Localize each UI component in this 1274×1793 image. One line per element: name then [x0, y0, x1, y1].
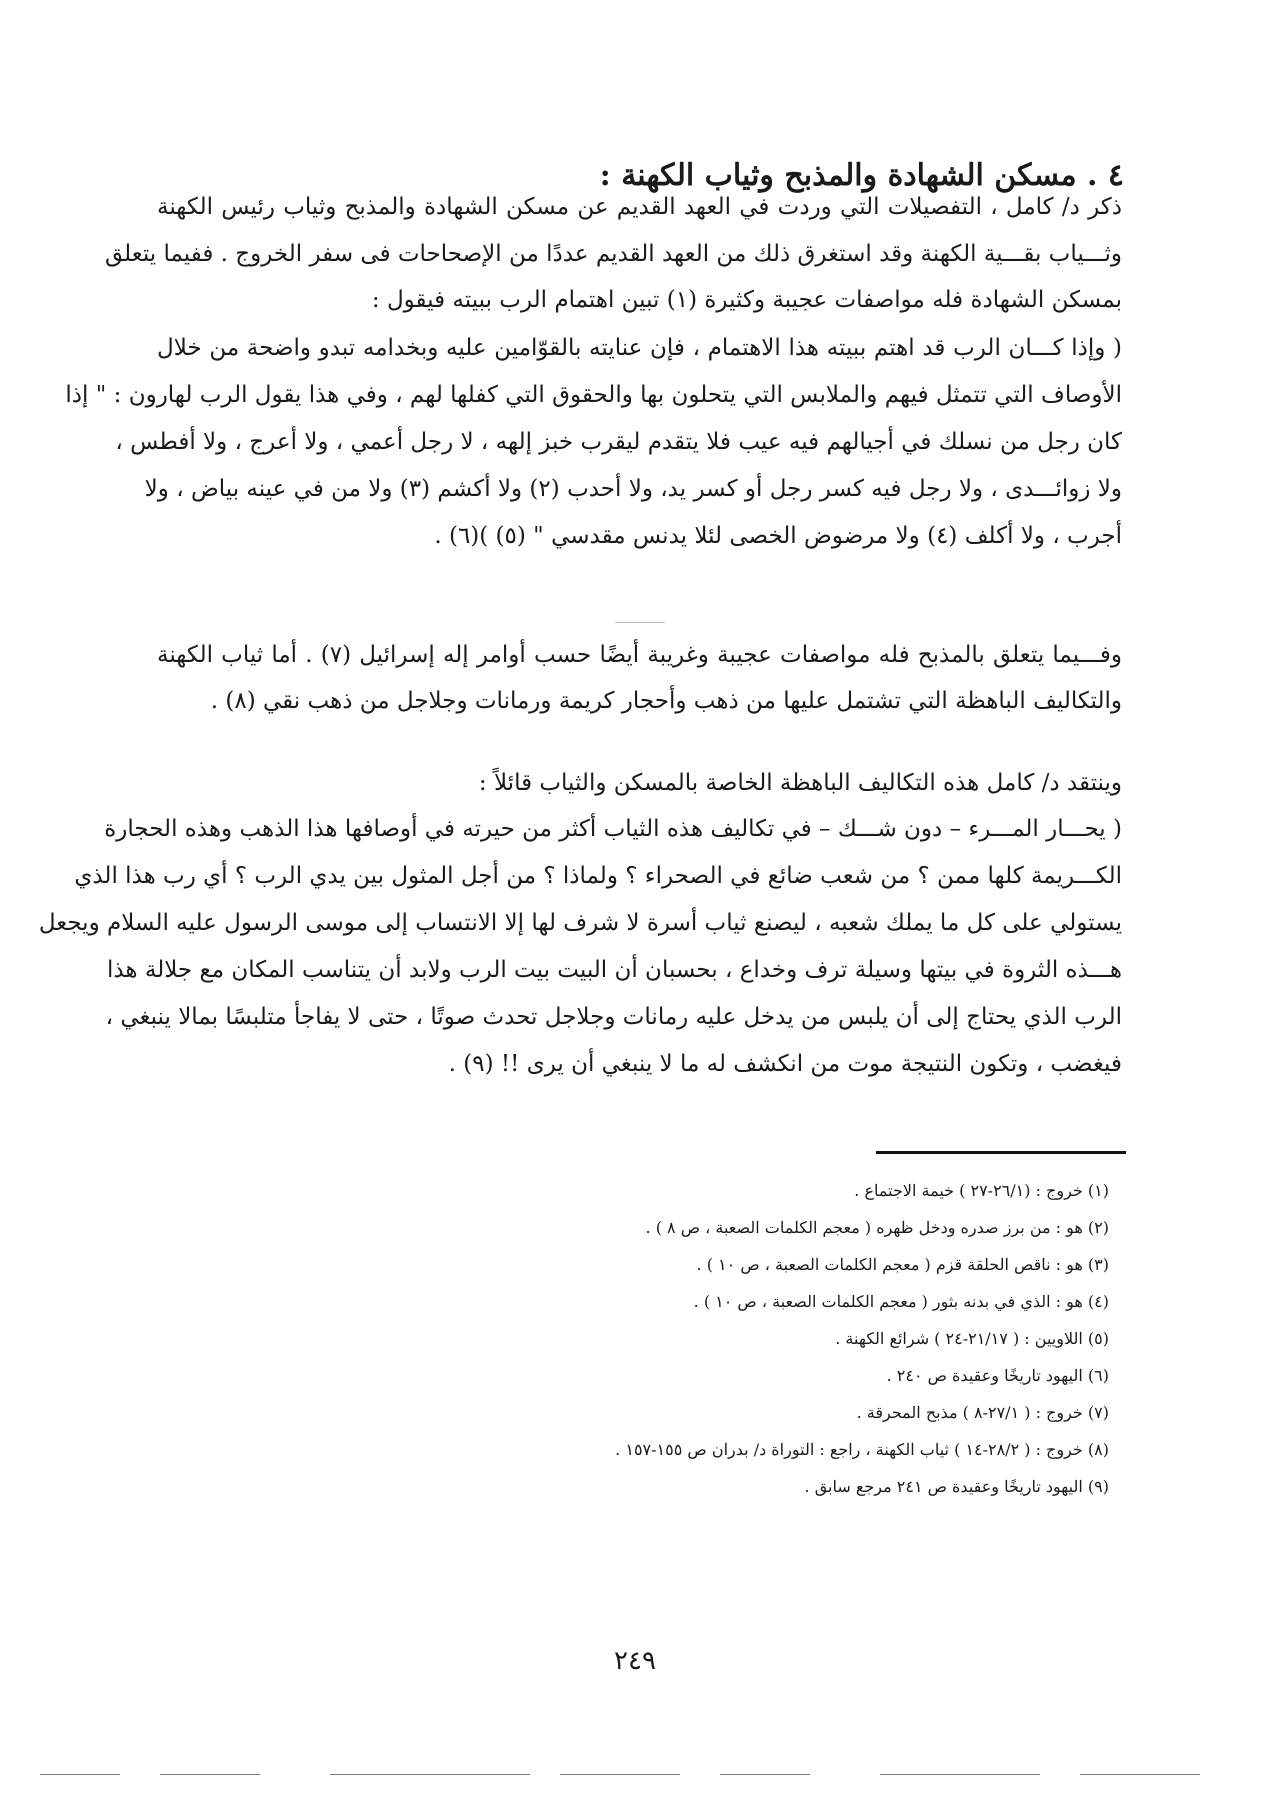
paragraph-line: وثـــياب بقـــية الكهنة وقد استغرق ذلك من العهد القديم عددًا من الإصحاحات فى سفر الخروج . ففيما يتعلق — [104, 241, 1122, 267]
footnote: (٦) اليهود تاريخًا وعقيدة ص ٢٤٠ . — [886, 1366, 1109, 1385]
footnote: (٤) هو : الذي في بدنه بثور ( معجم الكلمات الصعبة ، ص ١٠ ) . — [693, 1292, 1109, 1311]
paragraph-line: ذكر د/ كامل ، التفصيلات التي وردت في العهد القديم عن مسكن الشهادة والمذبح وثياب رئيس الكهنة — [157, 194, 1122, 220]
quote-line: يستولي على كل ما يملك شعبه ، ليصنع ثياب أسرة لا شرف لها إلا الانتساب إلى موسى الرسول عليه السلام ويجعل — [38, 910, 1122, 936]
quote-line: كان رجل من نسلك في أجيالهم فيه عيب فلا يتقدم ليقرب خبز إلهه ، لا رجل أعمي ، ولا أعرج ، ولا أفطس ، — [115, 429, 1122, 455]
quote-line: ( وإذا كـــان الرب قد اهتم ببيته هذا الاهتمام ، فإن عنايته بالقوّامين عليه وبخدامه تبدو واضحة من خلال — [157, 335, 1122, 361]
paragraph-line: وفـــيما يتعلق بالمذبح فله مواصفات عجيبة وغريبة أيضًا حسب أوامر إله إسرائيل (٧) . أما ثياب الكهنة — [157, 642, 1122, 668]
page-number: ٢٤٩ — [614, 1646, 656, 1676]
footnote-rule — [876, 1151, 1126, 1154]
footnote: (٢) هو : من برز صدره ودخل ظهره ( معجم الكلمات الصعبة ، ص ٨ ) . — [645, 1218, 1109, 1237]
footnote: (٨) خروج : ( ٢٨/٢-١٤ ) ثياب الكهنة ، راجع : التوراة د/ بدران ص ١٥٥-١٥٧ . — [615, 1440, 1109, 1459]
quote-line: الرب الذي يحتاج إلى أن يلبس من يدخل عليه رمانات وجلاجل تحدث صوتًا ، حتى لا يفاجأ متلبسًا بمالا ينبغي ، — [105, 1004, 1122, 1030]
scan-edge-line — [40, 1774, 120, 1775]
quote-line: ( يحـــار المـــرء – دون شـــك – في تكاليف هذه الثياب أكثر من حيرته في أوصافها هذا الذهب وهذه الحجارة — [104, 816, 1122, 842]
quote-line: فيغضب ، وتكون النتيجة موت من انكشف له ما لا ينبغي أن يرى !! (٩) . — [448, 1051, 1122, 1077]
scan-edge-line — [880, 1774, 1040, 1775]
quote-line: الكـــريمة كلها ممن ؟ من شعب ضائع في الصحراء ؟ ولماذا ؟ من أجل المثول بين يدي الرب ؟ أي رب هذا الذي — [74, 863, 1122, 889]
scan-edge-line — [560, 1774, 680, 1775]
quote-line: الأوصاف التي تتمثل فيهم والملابس التي يتحلون بها والحقوق التي كفلها لهم ، وفي هذا يقول الرب لهارون : " إذا — [65, 382, 1122, 408]
scan-edge-line — [160, 1774, 260, 1775]
quote-line: أجرب ، ولا أكلف (٤) ولا مرضوض الخصى لئلا يدنس مقدسي " (٥) )(٦) . — [434, 523, 1122, 549]
footnote: (٣) هو : ناقص الحلقة قزم ( معجم الكلمات الصعبة ، ص ١٠ ) . — [696, 1255, 1109, 1274]
scan-edge-line — [330, 1774, 530, 1775]
footnote: (٥) اللاويين : ( ٢١/١٧-٢٤ ) شرائع الكهنة . — [835, 1329, 1109, 1348]
quote-line: هـــذه الثروة في بيتها وسيلة ترف وخداع ، بحسبان أن البيت بيت الرب ولابد أن يتناسب المكان مع جلالة هذا — [106, 957, 1122, 983]
quote-line: ولا زوائـــدى ، ولا رجل فيه كسر رجل أو كسر يد، ولا أحدب (٢) ولا أكشم (٣) ولا من في عينه بياض ، ولا — [144, 476, 1122, 502]
scan-edge-line — [720, 1774, 810, 1775]
paragraph-line: بمسكن الشهادة فله مواصفات عجيبة وكثيرة (١) تبين اهتمام الرب ببيته فيقول : — [371, 287, 1122, 313]
footnote: (٧) خروج : ( ٢٧/١-٨ ) مذبح المحرقة . — [856, 1403, 1109, 1422]
scan-edge-line — [1080, 1774, 1200, 1775]
footnote: (١) خروج : (٢٦/١-٢٧ ) خيمة الاجتماع . — [854, 1181, 1109, 1200]
paragraph-line: والتكاليف الباهظة التي تشتمل عليها من ذهب وأحجار كريمة ورمانات وجلاجل من ذهب نقي (٨) . — [210, 688, 1122, 714]
footnote: (٩) اليهود تاريخًا وعقيدة ص ٢٤١ مرجع سابق . — [804, 1477, 1109, 1496]
separator — [615, 622, 665, 623]
section-heading: ٤ . مسكن الشهادة والمذبح وثياب الكهنة : — [599, 158, 1124, 193]
paragraph-line: وينتقد د/ كامل هذه التكاليف الباهظة الخاصة بالمسكن والثياب قائلاً : — [478, 770, 1122, 796]
